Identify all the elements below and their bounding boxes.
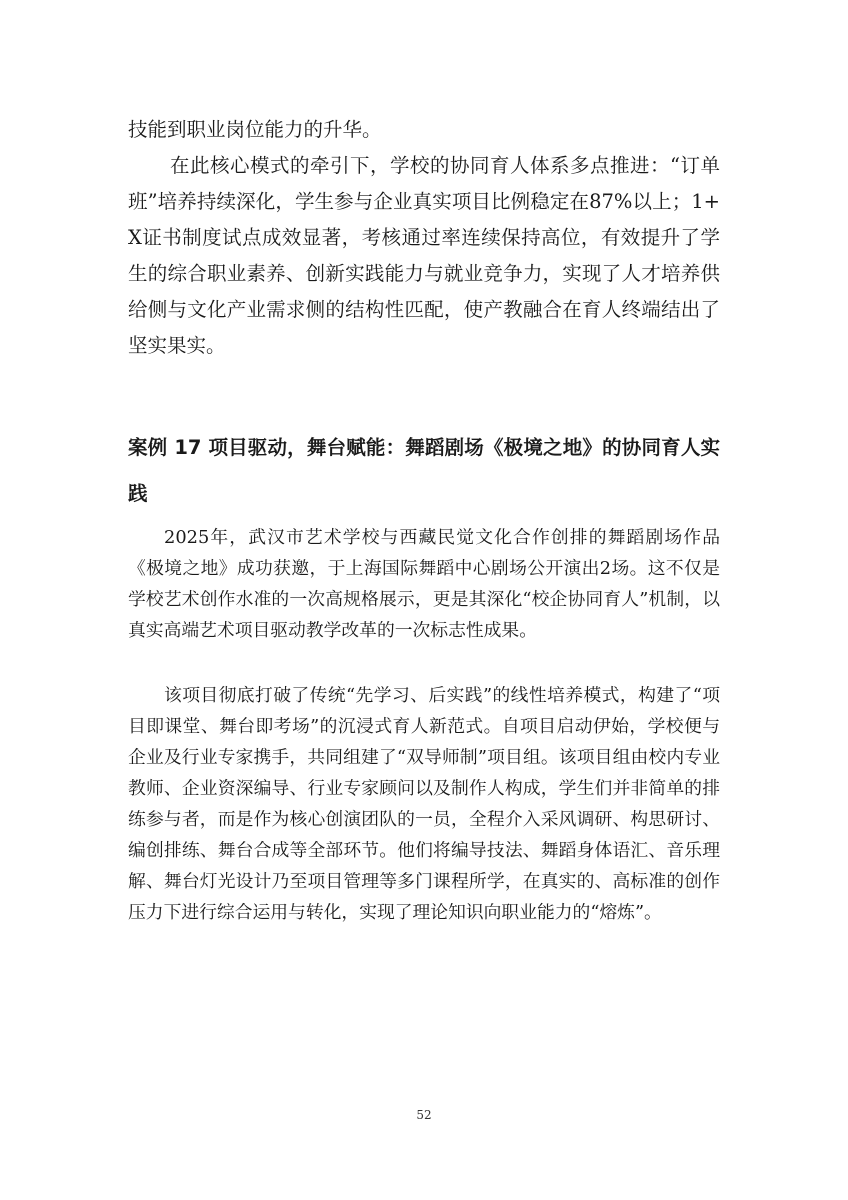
page-number: 52 [416,1108,432,1122]
paragraph-collaborative-system: 在此核心模式的牵引下，学校的协同育人体系多点推进：“订单班”培养持续深化，学生参与企业真实项目比例稳定在87%以上；1+X证书制度试点成效显著，考核通过率连续保持高位，有效提升了学生的综合职业素养、创新实践能力与就业竞争力，实现了人才培养供给侧与文化产业需求侧的结构性匹配，使产教融合在育人终端结出了坚实果实。 [128,154,720,357]
paragraph-continuation: 技能到职业岗位能力的升华。 [128,118,382,141]
case-heading: 案例 17 项目驱动，舞台赋能：舞蹈剧场《极境之地》的协同育人实践 [128,436,720,505]
paragraph-case-model: 该项目彻底打破了传统“先学习、后实践”的线性培养模式，构建了“项目即课堂、舞台即考场”的沉浸式育人新范式。自项目启动伊始，学校便与企业及行业专家携手，共同组建了“双导师制”项目组。该项目组由校内专业教师、企业资深编导、行业专家顾问以及制作人构成，学生们并非简单的排练参与者，而是作为核心创演团队的一员，全程介入采风调研、构思研讨、编创排练、舞台合成等全部环节。他们将编导技法、舞蹈身体语汇、音乐理解、舞台灯光设计乃至项目管理等多门课程所学，在真实的、高标准的创作压力下进行综合运用与转化，实现了理论知识向职业能力的“熔炼”。 [128,685,720,923]
paragraph-case-intro: 2025年，武汉市艺术学校与西藏民觉文化合作创排的舞蹈剧场作品《极境之地》成功获邀，于上海国际舞蹈中心剧场公开演出2场。这不仅是学校艺术创作水准的一次高规格展示，更是其深化“校企协同育人”机制，以真实高端艺术项目驱动教学改革的一次标志性成果。 [128,527,720,641]
